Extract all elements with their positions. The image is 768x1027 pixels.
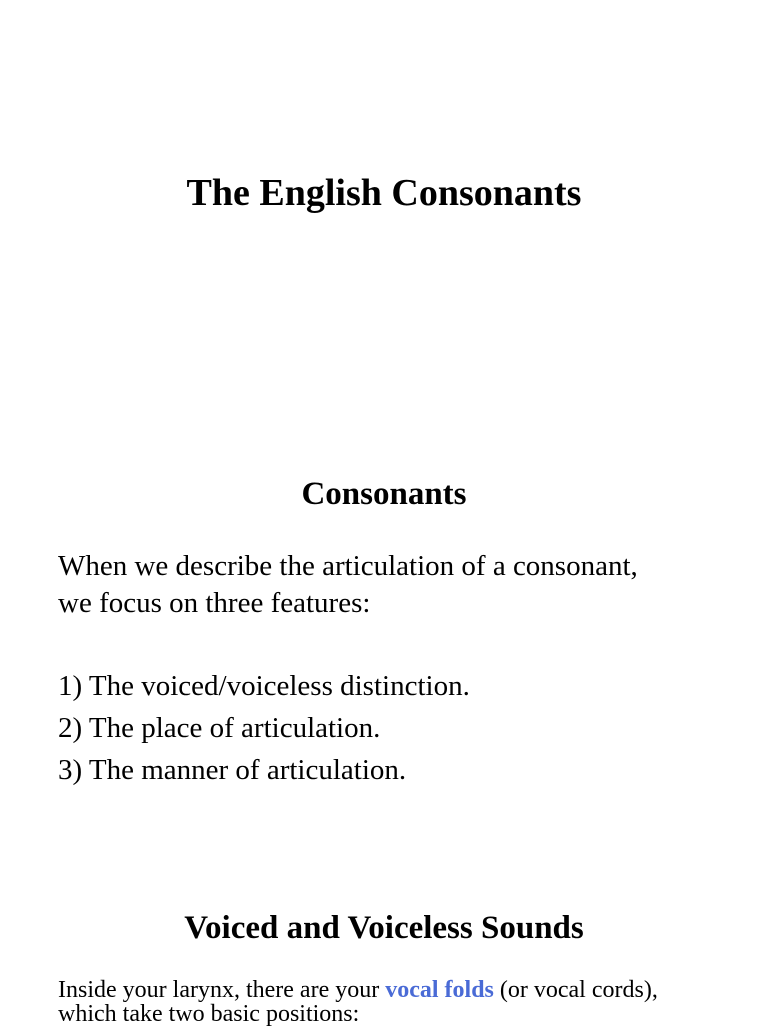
- larynx-line-2: which take two basic positions:: [58, 1001, 360, 1027]
- features-list: [58, 668, 470, 794]
- section-heading-consonants: Consonants: [301, 476, 467, 512]
- intro-line-1: When we describe the articulation of a consonant,: [58, 550, 638, 582]
- larynx-paragraph: [58, 978, 738, 1026]
- list-item: 3) The manner of articulation.: [58, 754, 407, 786]
- list-item: 2) The place of articulation.: [58, 712, 381, 744]
- vocal-folds-link[interactable]: vocal folds: [385, 977, 494, 1003]
- section-heading-voiced-voiceless: Voiced and Voiceless Sounds: [184, 910, 584, 946]
- intro-paragraph: [58, 548, 738, 622]
- list-item: 1) The voiced/voiceless distinction.: [58, 670, 470, 702]
- larynx-text-after-link: (or vocal cords),: [493, 977, 658, 1003]
- intro-line-2: we focus on three features:: [58, 587, 371, 619]
- larynx-text-before-link: Inside your larynx, there are your: [58, 977, 386, 1003]
- page-title: The English Consonants: [186, 172, 582, 214]
